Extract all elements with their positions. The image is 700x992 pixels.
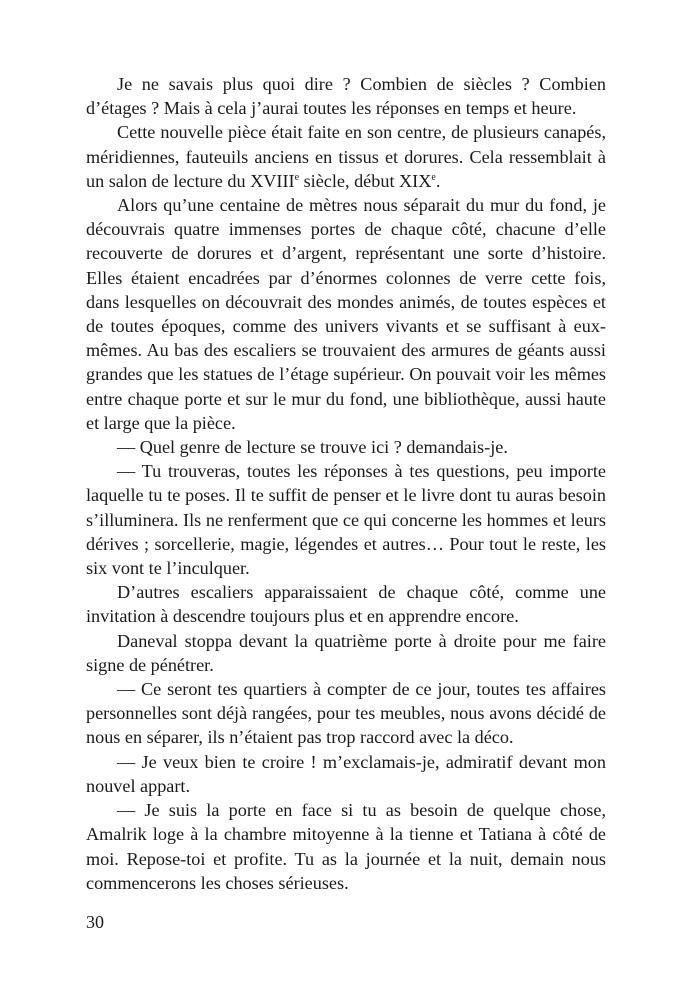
century-19: XIX xyxy=(399,170,432,191)
dialogue-line: — Je veux bien te croire ! m’exclamais-je, admiratif devant mon nouvel appart. xyxy=(86,751,606,796)
paragraph: Daneval stoppa devant la quatrième porte à droite pour me faire signe de pénétrer. xyxy=(86,630,606,675)
century-18: XVIII xyxy=(250,170,295,191)
salon-text-end: . xyxy=(435,170,441,191)
century-18-suffix: e xyxy=(294,171,300,183)
book-page xyxy=(86,72,606,895)
paragraph: Alors qu’une centaine de mètres nous séparait du mur du fond, je découvrais quatre immenses portes de chaque côté, chacune d’elle recouverte de dorures et d’argent, représentant une sorte d’histoire. Elles étaient encadrées par d’énormes colonnes de verre cette fois, dans lesquelles on découvrait des mondes animés, de toutes espèces et de toutes époques, comme des univers vivants et se suffisant à eux-mêmes. Au bas des escaliers se trouvaient des armures de géants aussi grandes que les statues de l’étage supérieur. On pouvait voir les mêmes entre chaque porte et sur le mur du fond, une bibliothèque, aussi haute et large que la pièce. xyxy=(86,195,606,433)
paragraph-salon xyxy=(86,120,606,193)
century-19-suffix: e xyxy=(431,171,436,183)
dialogue-line: — Tu trouveras, toutes les réponses à tes questions, peu importe laquelle tu te poses. Il te suffit de penser et le livre dont tu auras besoin s’illuminera. Ils ne renferment que ce qui concerne les hommes et leurs dérives ; sorcellerie, magie, légendes et autres… Pour tout le reste, les six vont te l’inculquer. xyxy=(86,461,606,579)
page-number: 30 xyxy=(86,912,104,932)
salon-text-middle: siècle, début xyxy=(299,170,400,191)
salon-text-start: Cette nouvelle pièce était faite en son centre, de plusieurs canapés, méridiennes, fauteuils anciens en tissus et dorures. Cela ressemblait à un salon de lecture du xyxy=(86,122,606,191)
dialogue-line: — Ce seront tes quartiers à compter de ce jour, toutes tes affaires personnelles sont déjà rangées, pour tes meubles, nous avons décidé de nous en séparer, ils n’étaient pas trop raccord avec la déco. xyxy=(86,679,606,748)
paragraph: Je ne savais plus quoi dire ? Combien de siècles ? Combien d’étages ? Mais à cela j’aurai toutes les réponses en temps et heure. xyxy=(86,74,606,119)
dialogue-line: — Je suis la porte en face si tu as besoin de quelque chose, Amalrik loge à la chambre mitoyenne à la tienne et Tatiana à côté de moi. Repose-toi et profite. Tu as la journée et la nuit, demain nous commencerons les choses sérieuses. xyxy=(86,800,606,893)
dialogue-line: — Quel genre de lecture se trouve ici ? demandais-je. xyxy=(117,437,508,458)
paragraph: D’autres escaliers apparaissaient de chaque côté, comme une invitation à descendre toujours plus et en apprendre encore. xyxy=(86,582,606,627)
